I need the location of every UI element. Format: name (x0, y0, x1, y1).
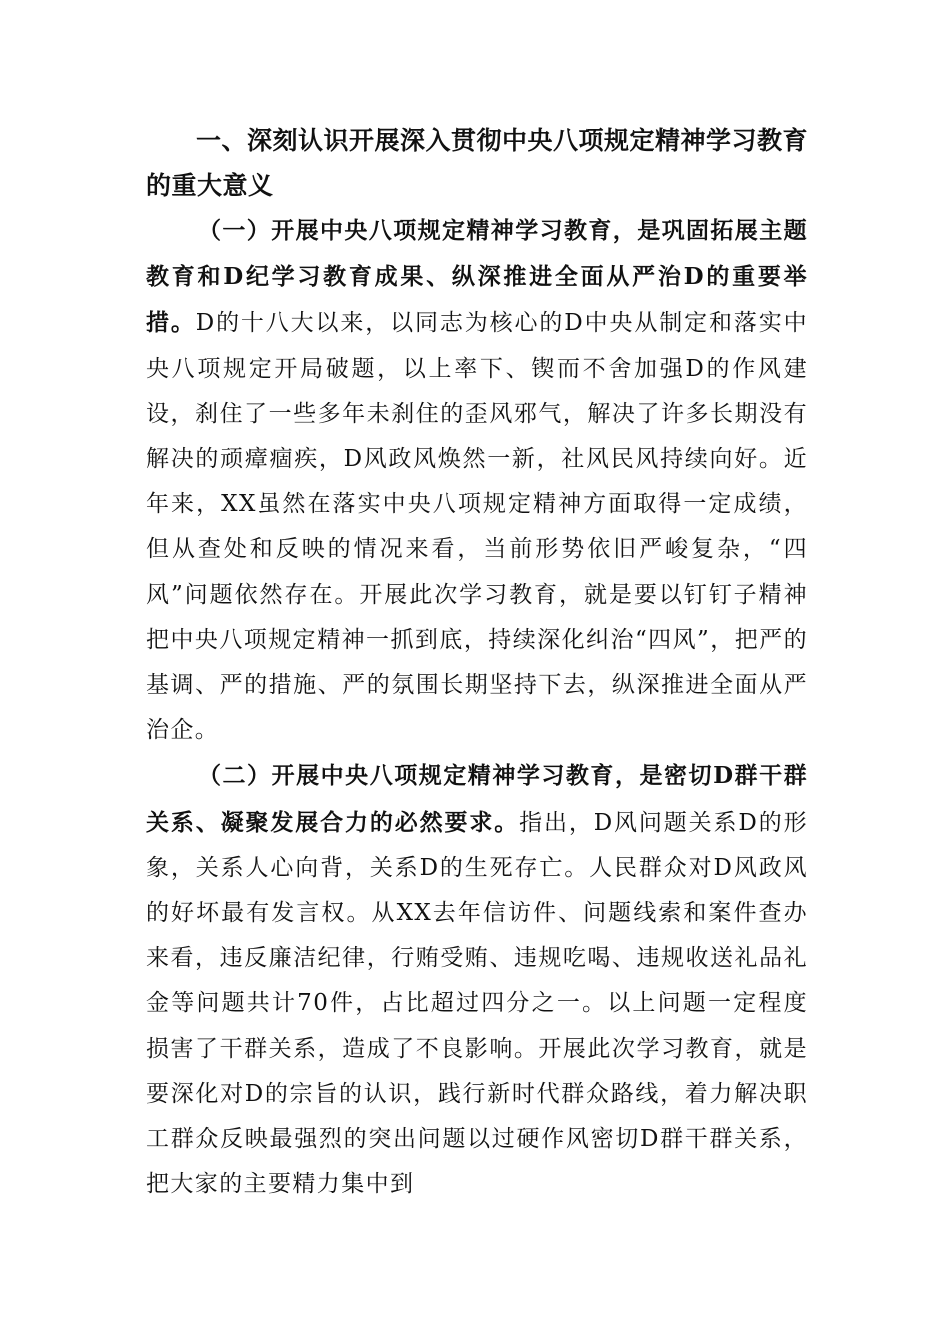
paragraph-2-body: 指出，D风问题关系D的形象，关系人心向背，关系D的生死存亡。人民群众对D风政风的好坏最有发言权。从XX去年信访件、问题线索和案件查办来看，违反廉洁纪律，行贿受贿、违规吃喝、违规收送礼品礼金等问题共计70件，占比超过四分之一。以上问题一定程度损害了干群关系，造成了不良影响。开展此次学习教育，就是要深化对D的宗旨的认识，践行新时代群众路线，着力解决职工群众反映最强烈的突出问题以过硬作风密切D群干群关系，把大家的主要精力集中到 (146, 809, 808, 1198)
paragraph-2-lead: （二）开展中央八项规定精神学习教育，是密切D群干群关系、凝聚发展合力的必然要求。 (146, 762, 808, 836)
paragraph-1-body: D的十八大以来，以同志为核心的D中央从制定和落实中央八项规定开局破题，以上率下、锲而不舍加强D的作风建设，刹住了一些多年未刹住的歪风邪气，解决了许多长期没有解决的顽瘴痼疾，D风政风焕然一新，社风民风持续向好。近年来，XX虽然在落实中央八项规定精神方面取得一定成绩，但从查处和反映的情况来看，当前形势依旧严峻复杂，“四风”问题依然存在。开展此次学习教育，就是要以钉钉子精神把中央八项规定精神一抓到底，持续深化纠治“四风”，把严的基调、严的措施、严的氛围长期坚持下去，纵深推进全面从严治企。 (146, 310, 808, 744)
paragraph-1-lead: （一）开展中央八项规定精神学习教育，是巩固拓展主题教育和D纪学习教育成果、纵深推进全面从严治D的重要举措。 (146, 217, 808, 337)
document-body (146, 118, 808, 1207)
paragraph-2 (146, 753, 808, 1207)
paragraph-1 (146, 208, 808, 753)
section-heading: 一、深刻认识开展深入贯彻中央八项规定精神学习教育的重大意义 (146, 126, 809, 200)
